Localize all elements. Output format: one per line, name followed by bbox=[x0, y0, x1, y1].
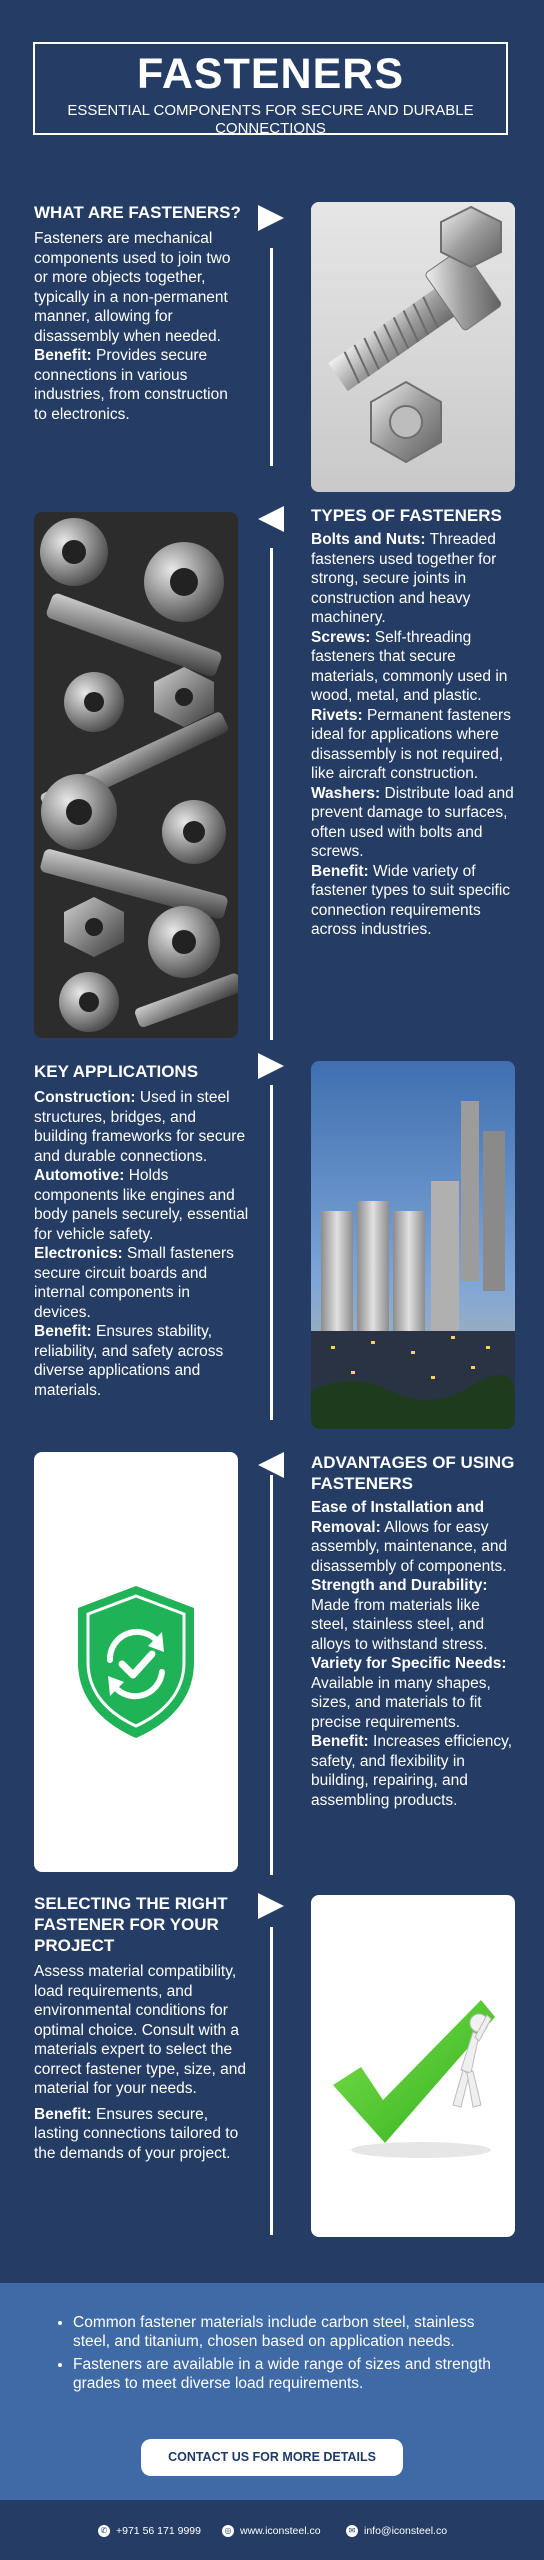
item-label: Variety for Specific Needs: bbox=[311, 1655, 507, 1672]
industrial-plant-photo bbox=[311, 1061, 515, 1429]
benefit-label: Benefit: bbox=[311, 862, 369, 880]
item-text: Threaded fasteners used together for strong, secure joints in construction and heavy machinery. bbox=[311, 531, 497, 626]
item-text: Self-threading fasteners that secure materials, commonly used in wood, metal, and plastic. bbox=[311, 628, 508, 704]
phone-text: +971 56 171 9999 bbox=[116, 2525, 201, 2537]
item-label: Construction: bbox=[34, 1089, 136, 1106]
contact-email[interactable] bbox=[346, 2525, 447, 2537]
section-selecting bbox=[34, 1893, 249, 2163]
bolts-illustration bbox=[311, 202, 515, 492]
list-item: • Fasteners are available in a wide range of sizes and strength grades to meet diverse load requirements. bbox=[73, 2355, 500, 2393]
benefit-label: Benefit: bbox=[34, 1323, 92, 1340]
benefit-label: Benefit: bbox=[311, 1733, 369, 1750]
timeline-line bbox=[270, 1085, 273, 1420]
item-label: Automotive: bbox=[34, 1167, 125, 1184]
section-title: SELECTING THE RIGHT FASTENER FOR YOUR PROJECT bbox=[34, 1894, 228, 1955]
shield-check-icon bbox=[70, 1582, 202, 1742]
header-box bbox=[33, 42, 508, 135]
fasteners-pile-illustration bbox=[34, 512, 238, 1038]
checkmark-card bbox=[311, 1895, 515, 2237]
website-text: www.iconsteel.co bbox=[240, 2525, 321, 2537]
section-title: ADVANTAGES OF USING FASTENERS bbox=[311, 1453, 515, 1493]
shield-card bbox=[34, 1452, 238, 1872]
benefit-text: Ensures stability, reliability, and safety across diverse applications and materials. bbox=[34, 1323, 224, 1399]
contact-phone[interactable] bbox=[98, 2525, 201, 2537]
section-title: TYPES OF FASTENERS bbox=[311, 506, 502, 525]
item-label: Electronics: bbox=[34, 1245, 123, 1262]
arrow-right-icon bbox=[258, 1893, 284, 1919]
arrow-right-icon bbox=[258, 1053, 284, 1079]
bolts-photo bbox=[311, 202, 515, 492]
contact-website[interactable] bbox=[222, 2525, 321, 2537]
email-text: info@iconsteel.co bbox=[364, 2525, 448, 2537]
item-text: Available in many shapes, sizes, and materials to fit precise requirements. bbox=[311, 1674, 491, 1731]
page-subtitle: ESSENTIAL COMPONENTS FOR SECURE AND DURABLE CONNECTIONS bbox=[67, 102, 474, 137]
plant-illustration bbox=[311, 1061, 515, 1429]
section-title: KEY APPLICATIONS bbox=[34, 1062, 199, 1081]
globe-icon: ◎ bbox=[222, 2525, 234, 2537]
section-types bbox=[311, 505, 519, 940]
item-label: Bolts and Nuts: bbox=[311, 531, 426, 548]
timeline-line bbox=[270, 1475, 273, 1875]
facts-list bbox=[55, 2313, 500, 2397]
timeline-line bbox=[270, 248, 273, 466]
item-label: Washers: bbox=[311, 784, 381, 802]
checkmark-icon bbox=[311, 1895, 515, 2237]
section-body bbox=[34, 1088, 249, 1400]
benefit-text: Provides secure connections in various industries, from construction to electronics. bbox=[34, 347, 228, 423]
timeline-line bbox=[270, 548, 273, 1040]
arrow-right-icon bbox=[258, 205, 284, 231]
section-body bbox=[311, 530, 519, 940]
phone-icon: ✆ bbox=[98, 2525, 110, 2537]
item-label: Ease of Installation and Removal: bbox=[311, 1499, 485, 1536]
section-body bbox=[311, 1498, 521, 1810]
item-text: Allows for easy assembly, maintenance, and disassembly of components. bbox=[311, 1518, 508, 1575]
item-text: Used in steel structures, bridges, and building frameworks for secure and durable connections. bbox=[34, 1089, 246, 1165]
fasteners-pile-photo bbox=[34, 512, 238, 1038]
section-applications bbox=[34, 1061, 249, 1400]
section-body bbox=[34, 229, 244, 424]
item-label: Rivets: bbox=[311, 706, 363, 724]
arrow-left-icon bbox=[258, 506, 284, 532]
section-what bbox=[34, 202, 244, 424]
benefit-label: Benefit: bbox=[34, 2105, 92, 2123]
timeline-line bbox=[270, 1927, 273, 2235]
item-label: Screws: bbox=[311, 628, 371, 646]
item-text: Distribute load and prevent damage to surfaces, often used with bolts and screws. bbox=[311, 784, 514, 860]
section-title: WHAT ARE FASTENERS? bbox=[34, 203, 241, 222]
item-text: Small fasteners secure circuit boards and internal components in devices. bbox=[34, 1245, 234, 1321]
page-title: FASTENERS bbox=[136, 50, 405, 98]
benefit-text: Ensures secure, lasting connections tailored to the demands of your project. bbox=[34, 2105, 239, 2162]
contact-button[interactable]: CONTACT US FOR MORE DETAILS bbox=[141, 2439, 403, 2476]
item-text: Made from materials like steel, stainless steel, and alloys to withstand stress. bbox=[311, 1596, 488, 1653]
paragraph: Assess material compatibility, load requirements, and environmental conditions for optimal choice. Consult with a materials expert to select the correct fastener type, size, and material for your needs. bbox=[34, 1963, 246, 2097]
item-label: Strength and Durability: bbox=[311, 1577, 488, 1594]
section-advantages bbox=[311, 1452, 521, 1810]
section-body bbox=[34, 1962, 249, 2163]
benefit-text: Wide variety of fastener types to suit specific connection requirements across industries. bbox=[311, 862, 511, 938]
paragraph: Fasteners are mechanical components used to join two or more objects together, typically in a non-permanent manner, allowing for disassembly when needed. bbox=[34, 230, 231, 345]
mail-icon: ✉ bbox=[346, 2525, 358, 2537]
list-item: • Common fastener materials include carbon steel, stainless steel, and titanium, chosen based on application needs. bbox=[73, 2313, 500, 2351]
benefit-text: Increases efficiency, safety, and flexibility in building, repairing, and assembling products. bbox=[311, 1733, 513, 1809]
benefit-label: Benefit: bbox=[34, 347, 92, 364]
item-text: Permanent fasteners ideal for applications where disassembly is not required, like aircraft construction. bbox=[311, 706, 511, 782]
arrow-left-icon bbox=[258, 1452, 284, 1478]
item-text: Holds components like engines and body panels securely, essential for vehicle safety. bbox=[34, 1167, 249, 1243]
